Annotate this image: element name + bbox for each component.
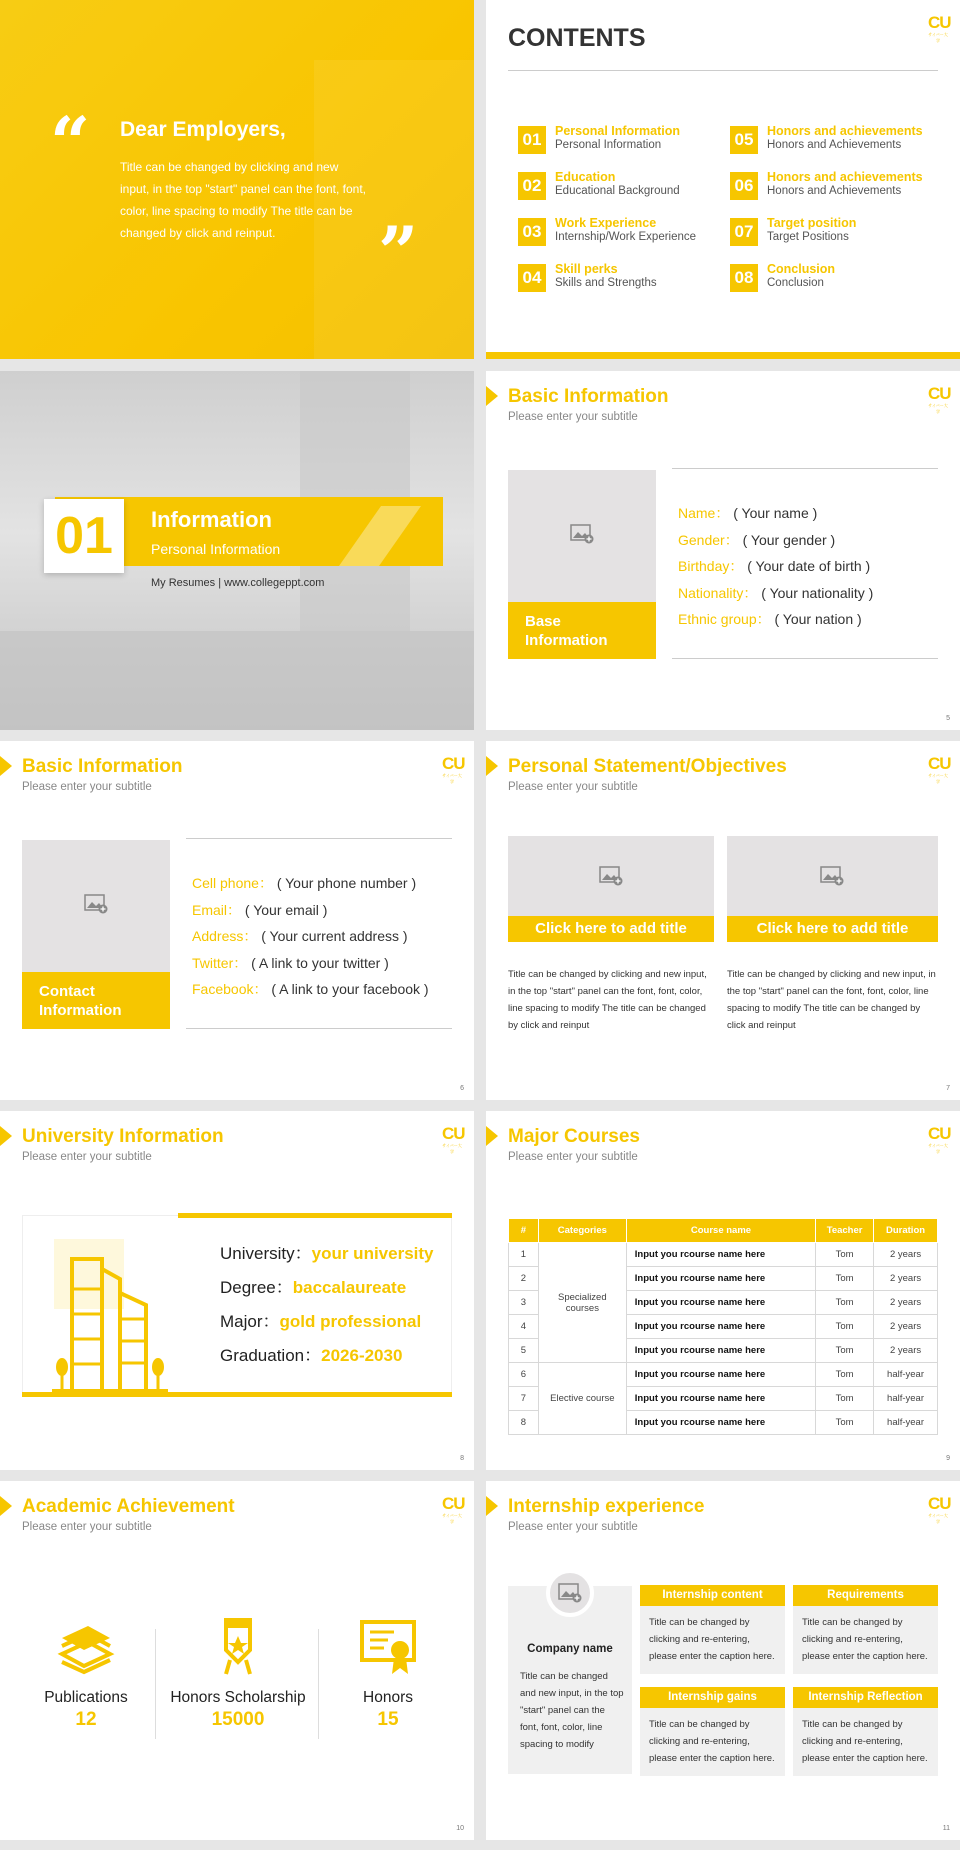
title-arrow-icon [486, 1126, 498, 1146]
table-header: # Categories Course name Teacher Duration [509, 1219, 938, 1243]
info-row: Birthday： ( Your date of birth ) [678, 558, 871, 574]
divider [508, 70, 938, 71]
title-arrow-icon [486, 756, 498, 776]
medal-icon [208, 1616, 268, 1676]
degree-row: Degree：baccalaureate [220, 1278, 407, 1297]
page-number: 11 [942, 1825, 950, 1832]
info-list [678, 500, 873, 633]
graduation-row: Graduation：2026-2030 [220, 1346, 403, 1365]
logo: CU サイバー大学 [442, 1494, 465, 1524]
image-icon [558, 1583, 582, 1603]
page-number: 7 [946, 1085, 950, 1092]
slide-basic-information-contact [0, 741, 474, 1100]
close-quote-icon: ” [378, 211, 419, 294]
logo: CU サイバー大学 [928, 754, 951, 784]
cover-body: Title can be changed by clicking and new input, in the top "start" panel can the font, font, color, line spacing to modify The title can be changed by click and reinput. [120, 160, 367, 240]
contents-item[interactable]: 02 Education Educational Background [518, 168, 733, 204]
contents-item[interactable]: 05 Honors and achievements Honors and Achievements [730, 122, 945, 158]
block-head: Internship Reflection [793, 1687, 938, 1708]
card-text: Title can be changed by clicking and new input, in the top "start" panel can the font, font, color, line spacing to modify The title can be changed by click and reinput [508, 969, 707, 1031]
page-number: 6 [460, 1085, 464, 1092]
logo: CU サイバー大学 [928, 1124, 951, 1154]
block-head: Internship gains [640, 1687, 785, 1708]
slide-major-courses [486, 1111, 960, 1470]
slide-title: Academic Achievement [22, 1496, 235, 1517]
table-row: 7 Input you rcourse name here Tom half-year [509, 1387, 938, 1411]
box-label: Contact Information [22, 972, 170, 1029]
contents-item[interactable]: 07 Target position Target Positions [730, 214, 945, 250]
slide-basic-information [486, 371, 960, 730]
logo: CU サイバー大学 [442, 1124, 465, 1154]
slide-title: Basic Information [22, 756, 183, 777]
page-number: 10 [456, 1825, 464, 1832]
contents-item[interactable]: 08 Conclusion Conclusion [730, 260, 945, 296]
contents-item[interactable]: 04 Skill perks Skills and Strengths [518, 260, 733, 296]
logo: CU サイバー大学 [928, 384, 951, 414]
info-list [192, 870, 429, 1003]
card-title[interactable]: Click here to add title [508, 916, 714, 942]
contents-title: CONTENTS [508, 24, 646, 52]
info-row: Twitter： ( A link to your twitter ) [192, 954, 389, 971]
image-placeholder[interactable] [508, 836, 714, 918]
slide-title: Personal Statement/Objectives [508, 756, 787, 777]
title-arrow-icon [0, 1496, 12, 1516]
divider [155, 1629, 156, 1739]
table-row: 4 Input you rcourse name here Tom 2 years [509, 1315, 938, 1339]
section-number: 01 [44, 499, 124, 573]
title-arrow-icon [0, 756, 12, 776]
cover-heading: Dear Employers, [120, 118, 286, 141]
image-icon [820, 866, 844, 886]
company-name: Company name [527, 1643, 613, 1655]
contents-item[interactable]: 06 Honors and achievements Honors and Achievements [730, 168, 945, 204]
section-title: Information [151, 507, 272, 532]
title-arrow-icon [486, 1496, 498, 1516]
slide-subtitle: Please enter your subtitle [508, 1151, 638, 1163]
title-arrow-icon [486, 386, 498, 406]
table-row: 8 Input you rcourse name here Tom half-year [509, 1411, 938, 1435]
books-icon [56, 1616, 116, 1676]
image-icon [599, 866, 623, 886]
slide-cover [0, 0, 474, 359]
title-arrow-icon [0, 1126, 12, 1146]
block-text: Title can be changed by clicking and re-entering, please enter the caption here. [802, 1719, 928, 1764]
card-title[interactable]: Click here to add title [727, 916, 938, 942]
image-icon [570, 524, 594, 544]
stat-publications: Publications 12 [16, 1616, 156, 1731]
logo: CU サイバー大学 [442, 754, 465, 784]
stat-honors: Honors 15 [318, 1616, 458, 1731]
info-row: Facebook： ( A link to your facebook ) [192, 981, 429, 997]
divider [186, 838, 452, 839]
info-row: Address： ( Your current address ) [192, 928, 408, 944]
block-head: Internship content [640, 1585, 785, 1606]
card-text: Title can be changed by clicking and new input, in the top "start" panel can the font, font, color, line spacing to modify The title can be changed by click and reinput [727, 969, 936, 1031]
slide-subtitle: Please enter your subtitle [508, 1521, 638, 1533]
logo: CU サイバー大学 [928, 1494, 951, 1524]
slide-subtitle: Please enter your subtitle [22, 781, 152, 793]
slide-personal-statement [486, 741, 960, 1100]
frame-top-bar [178, 1213, 452, 1218]
block-text: Title can be changed by clicking and re-entering, please enter the caption here. [802, 1617, 928, 1662]
info-row: Gender： ( Your gender ) [678, 531, 836, 548]
stat-honors-scholarship: Honors Scholarship 15000 [168, 1616, 308, 1731]
page-number: 9 [946, 1455, 950, 1462]
slide-academic-achievement [0, 1481, 474, 1840]
block-text: Title can be changed by clicking and re-entering, please enter the caption here. [649, 1719, 775, 1764]
building-icon [50, 1229, 170, 1394]
table-row: 2 Input you rcourse name here Tom 2 years [509, 1267, 938, 1291]
block-head: Requirements [793, 1585, 938, 1606]
table-row: 6 Elective course Input you rcourse name here Tom half-year [509, 1363, 938, 1387]
photo-placeholder[interactable] [508, 470, 656, 602]
company-text: Title can be changed and new input, in the top "start" panel can the font, font, color, line spacing to modify [520, 1671, 624, 1750]
slide-title: Major Courses [508, 1126, 640, 1147]
company-logo-placeholder[interactable] [546, 1569, 594, 1617]
section-subtitle: Personal Information [151, 541, 281, 557]
contents-item[interactable]: 01 Personal Information Personal Information [518, 122, 733, 158]
photo-placeholder[interactable] [22, 840, 170, 972]
slide-section [0, 371, 474, 730]
courses-table [508, 1218, 938, 1435]
info-row: Cell phone： ( Your phone number ) [192, 875, 417, 891]
university-list [220, 1237, 434, 1373]
block-text: Title can be changed by clicking and re-entering, please enter the caption here. [649, 1617, 775, 1662]
divider [672, 658, 938, 659]
slide-subtitle: Please enter your subtitle [508, 411, 638, 423]
slide-internship-experience [486, 1481, 960, 1840]
info-row: Ethnic group： ( Your nation ) [678, 611, 862, 627]
slide-title: University Information [22, 1126, 224, 1147]
info-row: Email： ( Your email ) [192, 901, 328, 918]
road-shape [0, 631, 474, 730]
info-row: Name： ( Your name ) [678, 505, 818, 521]
major-row: Major：gold professional [220, 1312, 422, 1331]
image-placeholder[interactable] [727, 836, 938, 918]
info-row: Nationality： ( Your nationality ) [678, 584, 874, 601]
slide-title: Basic Information [508, 386, 669, 407]
contents-item[interactable]: 03 Work Experience Internship/Work Experience [518, 214, 733, 250]
slide-contents [486, 0, 960, 359]
university-row: University：your university [220, 1244, 434, 1263]
slide-university-information [0, 1111, 474, 1470]
logo: CU サイバー大学 [928, 13, 951, 43]
certificate-icon [358, 1616, 418, 1676]
slide-title: Internship experience [508, 1496, 705, 1517]
box-label: Base Information [508, 602, 656, 659]
open-quote-icon: “ [50, 101, 91, 184]
section-credit: My Resumes | www.collegeppt.com [151, 577, 325, 589]
divider [186, 1028, 452, 1029]
slide-subtitle: Please enter your subtitle [22, 1521, 152, 1533]
contents-footer-bar [486, 352, 960, 359]
page-number: 5 [946, 715, 950, 722]
table-row: 1 Specialized courses Input you rcourse name here Tom 2 years [509, 1243, 938, 1267]
image-icon [84, 894, 108, 914]
table-row: 5 Input you rcourse name here Tom 2 years [509, 1339, 938, 1363]
slide-subtitle: Please enter your subtitle [22, 1151, 152, 1163]
slide-subtitle: Please enter your subtitle [508, 781, 638, 793]
table-row: 3 Input you rcourse name here Tom 2 years [509, 1291, 938, 1315]
page-number: 8 [460, 1455, 464, 1462]
divider [672, 468, 938, 469]
